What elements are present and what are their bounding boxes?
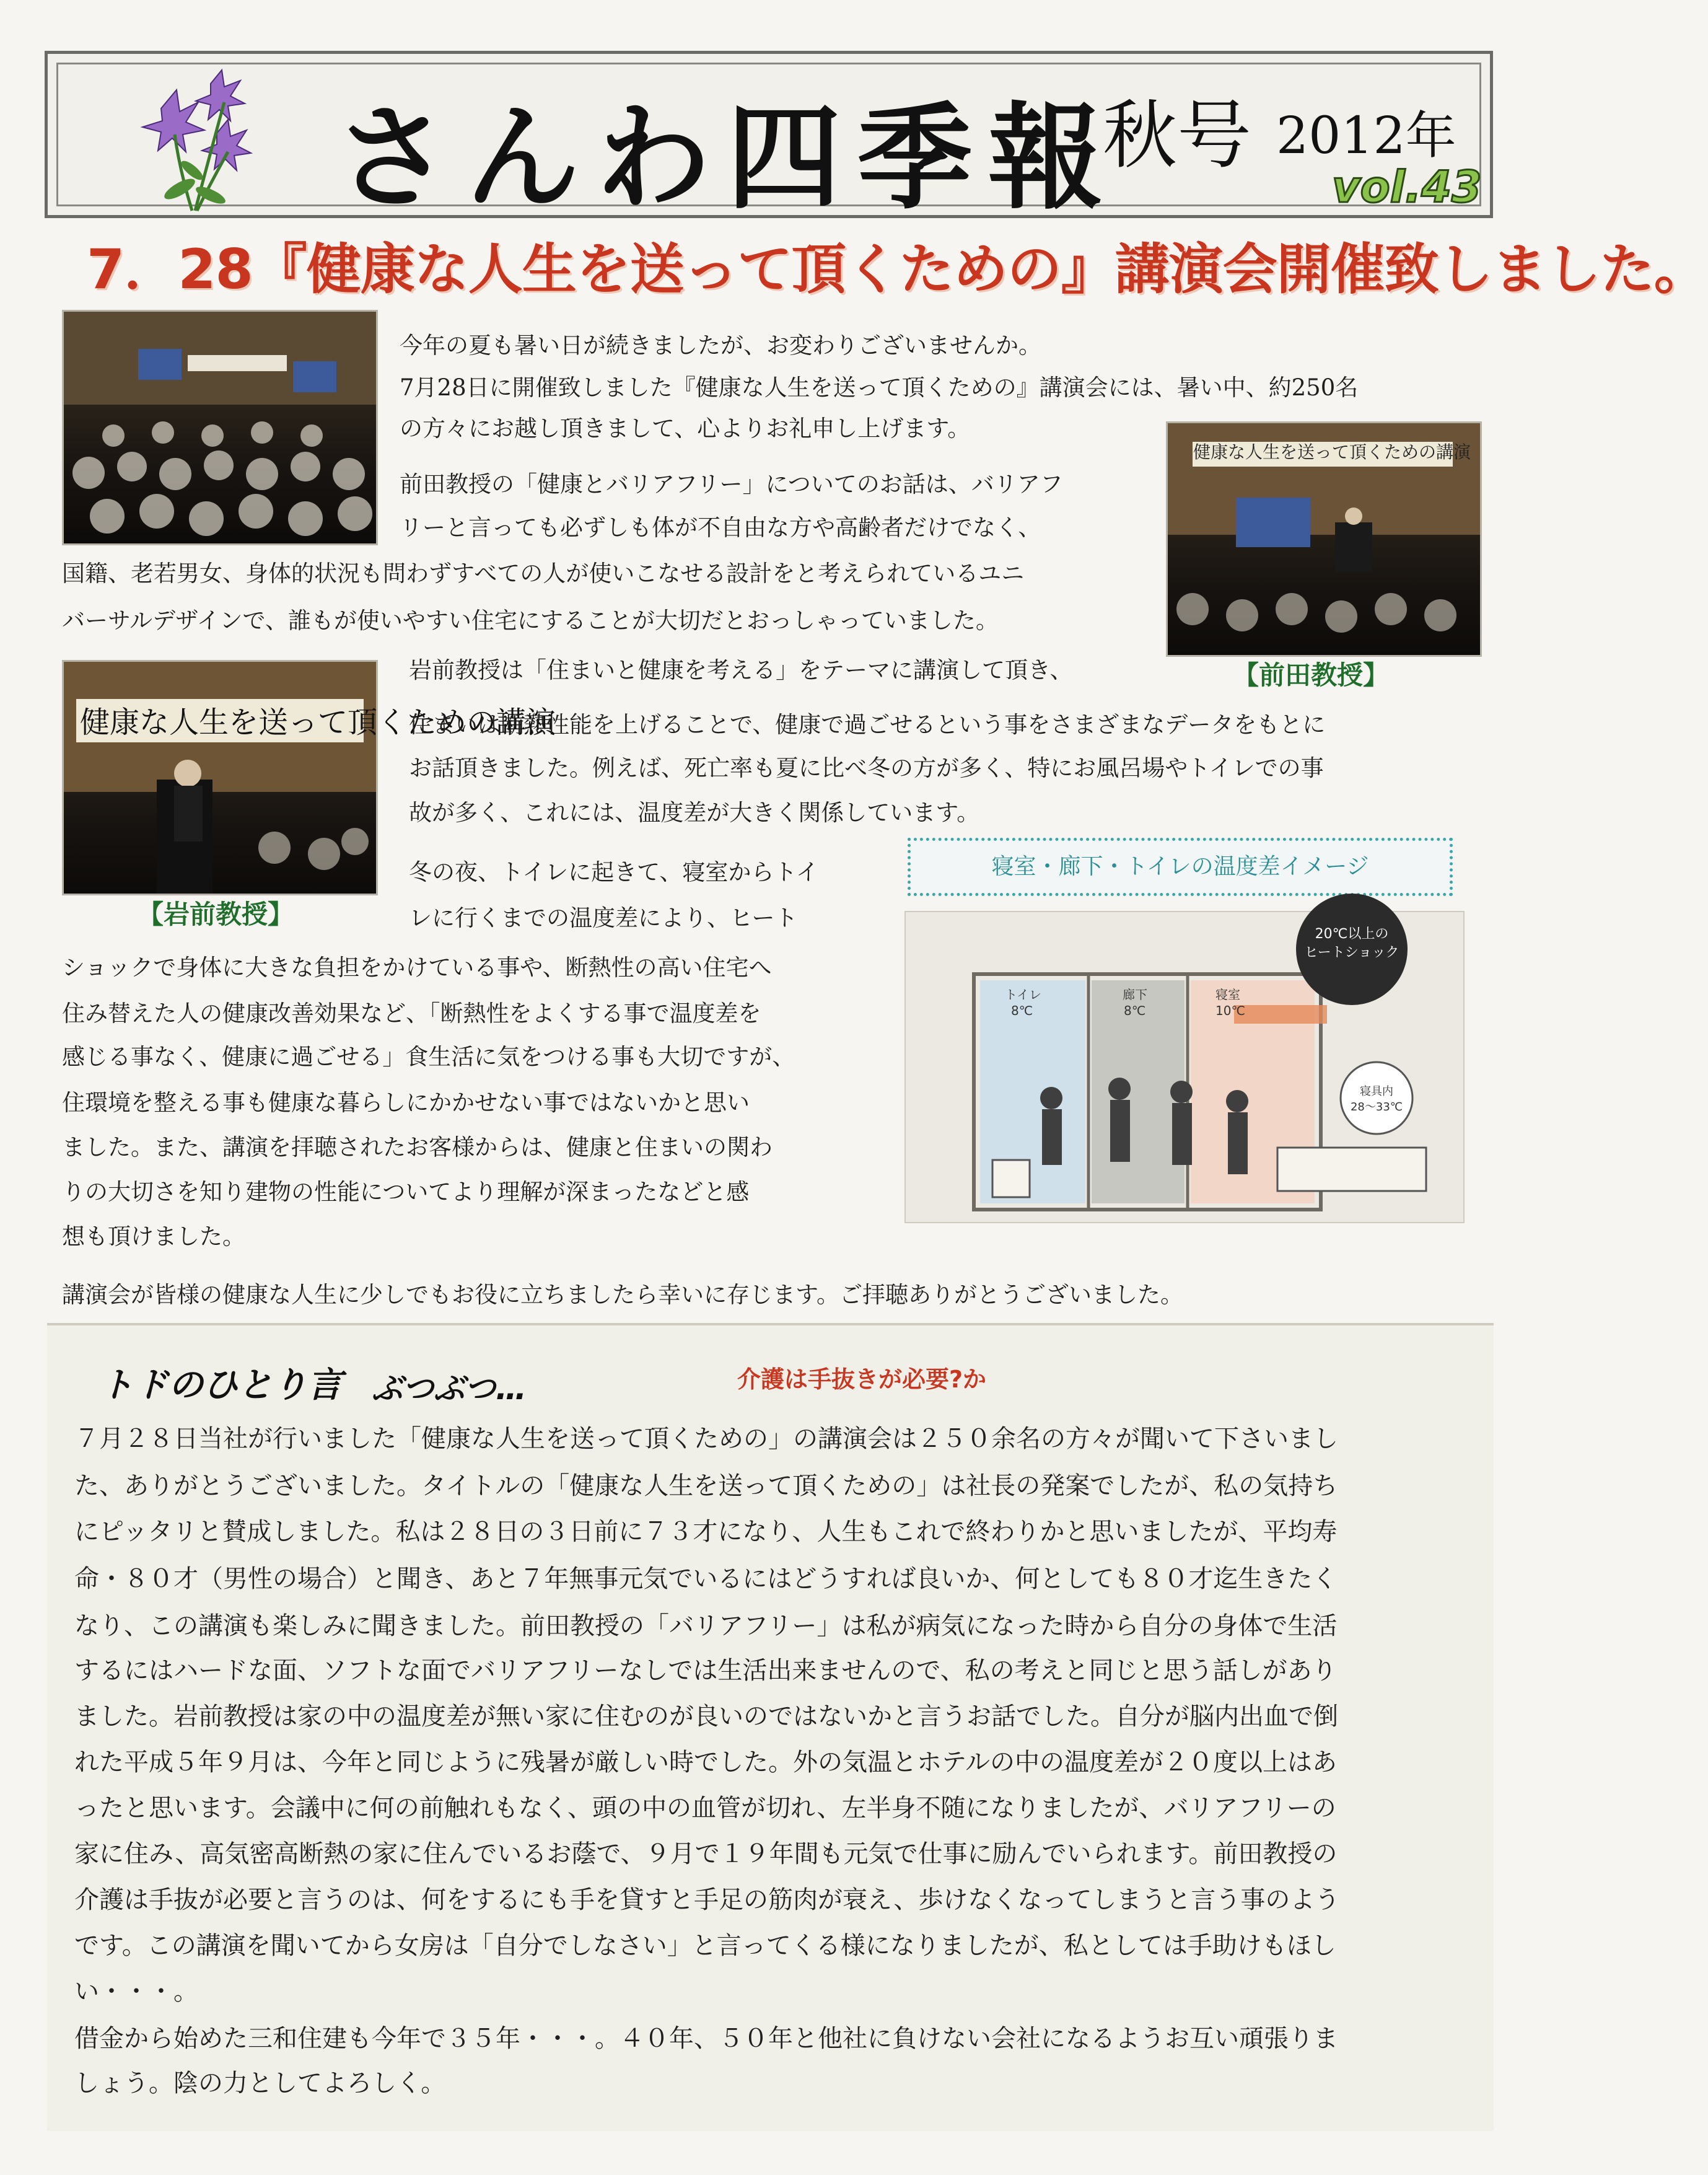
column-line: するにはハードな面、ソフトな面でバリアフリーなしでは生活出来ませんので、私の考えと同じと思う話しがあり: [74, 1656, 1337, 1685]
column-line: ７月２８日当社が行いました「健康な人生を送って頂くための」の講演会は２５０余名の方々が聞いて下さいまし: [74, 1425, 1338, 1453]
issue-volume: vol.43: [1332, 162, 1482, 213]
article-line: バーサルデザインで、誰もが使いやすい住宅にすることが大切だとおっしゃっていました。: [62, 607, 999, 634]
issue-season: 秋号: [1103, 93, 1251, 179]
column-title: トドのひとり言: [99, 1365, 342, 1405]
caption-maeda: 【前田教授】: [1233, 660, 1390, 690]
article-line: 住環境を整える事も健康な暮らしにかかせない事ではないかと思い: [62, 1089, 750, 1116]
newsletter-title: さんわ四季報: [335, 91, 1119, 225]
column-murmur: ぶつぶつ…: [372, 1371, 527, 1407]
page-headline: 7．28『健康な人生を送って頂くための』講演会開催致しました。: [87, 237, 1708, 301]
column-line: 家に住み、高気密高断熱の家に住んでいるお蔭で、９月で１９年間も元気で仕事に励んでいられます。前田教授の: [74, 1840, 1338, 1868]
column-line: た、ありがとうございました。タイトルの「健康な人生を送って頂くための」は社長の発案でしたが、私の気持ち: [74, 1472, 1338, 1500]
audience-photo: [62, 310, 378, 545]
column-line: 介護は手抜が必要と言うのは、何をするにも手を貸すと手足の筋肉が衰え、歩けなくなってしまうと言う事のよう: [74, 1886, 1340, 1914]
article-line: 住まいは断熱性能を上げることで、健康で過ごせるという事をさまざまなデータをもとに: [409, 711, 1326, 738]
article-line: 前田教授の「健康とバリアフリー」についてのお話は、バリアフ: [400, 471, 1063, 498]
article-line: 講演会が皆様の健康な人生に少しでもお役に立ちましたら幸いに存じます。ご拝聴ありがとうございました。: [62, 1281, 1184, 1308]
article-line: 7月28日に開催致しました『健康な人生を送って頂くための』講演会には、暑い中、約250名: [400, 374, 1359, 401]
article-line: ショックで身体に大きな負担をかけている事や、断熱性の高い住宅へ: [62, 954, 772, 981]
room-hall: 廊下: [1123, 987, 1147, 1002]
room-toilet: トイレ: [1005, 987, 1041, 1002]
column-line: れた平成５年９月は、今年と同じように残暑が厳しい時でした。外の気温とホテルの中の温度差が２０度以上はあ: [74, 1748, 1337, 1777]
diagram-label: 寝室・廊下・トイレの温度差イメージ: [908, 838, 1453, 896]
article-line: 国籍、老若男女、身体的状況も問わずすべての人が使いこなせる設計をと考えられているユニ: [62, 560, 1025, 587]
article-line: 想も頂けました。: [62, 1223, 245, 1250]
iwamae-lecture-photo: [62, 660, 378, 895]
column-line: しょう。陰の力としてよろしく。: [74, 2069, 446, 2098]
room-toilet-temp: 8℃: [1011, 1003, 1033, 1018]
article-line: 故が多く、これには、温度差が大きく関係しています。: [409, 799, 980, 826]
bubble-line-1: 20℃以上の: [1315, 926, 1389, 942]
bed-note-2: 28～33℃: [1350, 1101, 1403, 1114]
article-line: 今年の夏も暑い日が続きましたが、お変わりございませんか。: [400, 332, 1041, 359]
iwamae-banner-text: 健康な人生を送って頂くための講演: [80, 705, 556, 740]
article-line: リーと言っても必ずしも体が不自由な方や高齢者だけでなく、: [400, 514, 1041, 541]
maeda-banner-text: 健康な人生を送って頂くための講演: [1193, 442, 1471, 462]
column-line: 借金から始めた三和住建も今年で３５年・・・。４０年、５０年と他社に負けない会社になるようお互い頑張りま: [74, 2024, 1338, 2053]
heat-shock-diagram: [904, 911, 1465, 1223]
heat-shock-illustration: [906, 912, 1463, 1222]
article-line: 感じる事なく、健康に過ごせる」食生活に気をつける事も大切ですが、: [62, 1044, 795, 1070]
article-line: ました。また、講演を拝聴されたお客様からは、健康と住まいの関わ: [62, 1134, 773, 1161]
room-bedroom: 寝室: [1215, 987, 1240, 1002]
column-line: です。この講演を聞いてから女房は「自分でしなさい」と言ってくる様になりましたが、私としては手助けもほし: [74, 1931, 1336, 1960]
column-line: ったと思います。会議中に何の前触れもなく、頭の中の血管が切れ、左半身不随になりましたが、バリアフリーの: [74, 1794, 1336, 1822]
iwamae-lecture-graphic: [64, 662, 376, 894]
audience-photo-graphic: [64, 312, 376, 543]
article-line: お話頂きました。例えば、死亡率も夏に比べ冬の方が多く、特にお風呂場やトイレでの事: [409, 755, 1324, 781]
article-line: 住み替えた人の健康改善効果など、「断熱性をよくする事で温度差を: [62, 1000, 761, 1027]
column-line: い・・・。: [74, 1977, 198, 2006]
room-bedroom-temp: 10℃: [1215, 1003, 1245, 1018]
column-line: にピッタリと賛成しました。私は２８日の３日前に７３才になり、人生もこれで終わりかと思いましたが、平均寿: [74, 1518, 1338, 1546]
column-subtitle: 介護は手抜きが必要?か: [737, 1366, 987, 1393]
room-hall-temp: 8℃: [1124, 1003, 1146, 1018]
article-line: 冬の夜、トイレに起きて、寝室からトイ: [409, 859, 819, 885]
article-line: の方々にお越し頂きまして、心よりお礼申し上げます。: [400, 415, 971, 442]
caption-iwamae: 【岩前教授】: [138, 899, 294, 929]
bubble-line-2: ヒートショック: [1304, 945, 1399, 960]
column-line: なり、この講演も楽しみに聞きました。前田教授の「バリアフリー」は私が病気になった時から自分の身体で生活: [74, 1612, 1338, 1640]
article-line: 岩前教授は「住まいと健康を考える」をテーマに講演して頂き、: [409, 657, 1073, 683]
bed-note-1: 寝具内: [1360, 1085, 1393, 1098]
article-line: レに行くまでの温度差により、ヒート: [409, 905, 798, 931]
iwamae-banner: [77, 701, 556, 745]
column-line: 命・８０才（男性の場合）と聞き、あと７年無事元気でいるにはどうすれば良いか、何としても８０才迄生きたく: [74, 1565, 1338, 1593]
issue-year: 2012年: [1276, 107, 1456, 165]
column-line: ました。岩前教授は家の中の温度差が無い家に住むのが良いのではないかと言うお話でした。自分が脳内出血で倒: [74, 1702, 1338, 1731]
maeda-banner: [1191, 441, 1471, 463]
bellflower-logo-icon: [118, 65, 285, 214]
article-line: りの大切さを知り建物の性能についてより理解が深まったなどと感: [62, 1179, 750, 1205]
